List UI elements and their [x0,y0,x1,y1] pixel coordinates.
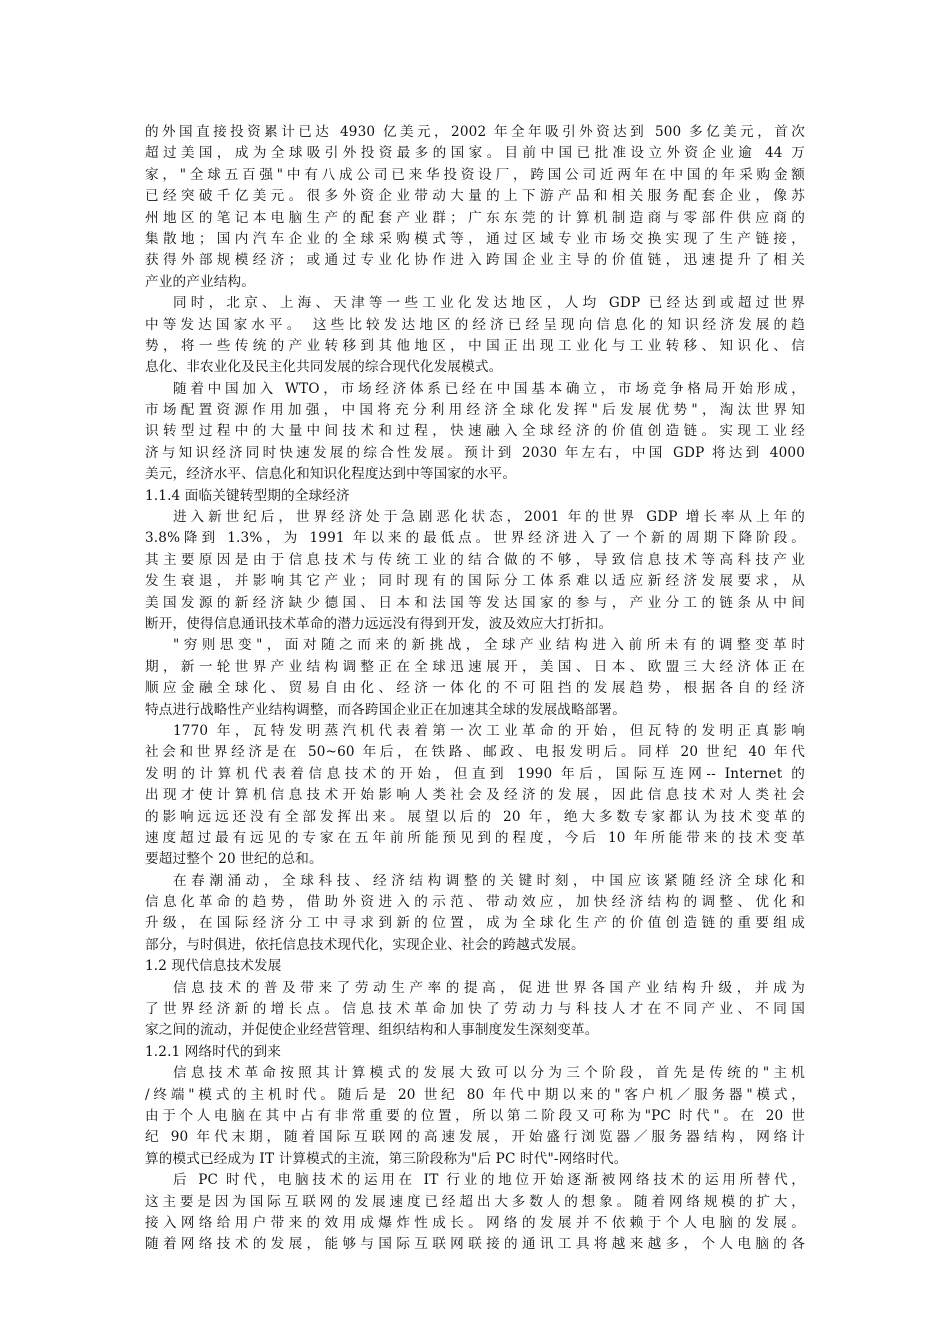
paragraph-first-line: 随着中国加入 WTO，市场经济体系已经在中国基本确立，市场竞争格局开始形成， [173,380,805,397]
paragraph-first-line: "穷则思变"，面对随之而来的新挑战，全球产业结构进入前所未有的调整变革时 [173,637,805,654]
paragraph-first-line: 信息技术革命按照其计算模式的发展大致可以分为三个阶段，首先是传统的"主机 [173,1065,805,1082]
body-text-line: 速度超过最有远见的专家在五年前所能预见到的程度，今后 10 年所能带来的技术变革 [145,829,805,846]
paragraph-first-line: 后 PC 时代，电脑技术的运用在 IT 行业的地位开始逐渐被网络技术的运用所替代， [173,1172,805,1189]
body-text-line: 家之间的流动，并促使企业经营管理、组织结构和人事制度发生深刻变革。 [145,1022,599,1039]
body-text-line: 3.8%降到 1.3%，为 1991 年以来的最低点。世界经济进入了一个新的周期下降阶段。 [145,530,805,547]
section-heading: 1.1.4 面临关键转型期的全球经济 [145,487,350,504]
body-text-line: 识转型过程中的大量中间技术和过程，快速融入全球经济的价值创造链。实现工业经 [145,423,805,440]
body-text-line: 市场配置资源作用加强，中国将充分利用经济全球化发挥"后发展优势"，淘汰世界知 [145,402,805,419]
body-text-line: 的外国直接投资累计已达 4930 亿美元，2002 年全年吸引外资达到 500 多亿美元，首次 [145,124,805,140]
paragraph-first-line: 在春潮涌动，全球科技、经济结构调整的关键时刻，中国应该紧随经济全球化和 [173,872,805,889]
body-text-line: 信息化革命的趋势，借助外资进入的示范、带动效应，加快经济结构的调整、优化和 [145,894,805,911]
body-text-line: 美元，经济水平、信息化和知识化程度达到中等国家的水平。 [145,466,517,483]
body-text-line: 出现才使计算机信息技术开始影响人类社会及经济的发展，因此信息技术对人类社会 [145,787,805,804]
body-text-line: 发明的计算机代表着信息技术的开始，但直到 1990 年后，国际互连网-- Internet 的 [145,765,805,782]
body-text-line: 家，"全球五百强"中有八成公司已来华投资设厂，跨国公司近两年在中国的年采购金额 [145,166,805,183]
body-text-line: 升级，在国际经济分工中寻求到新的位置，成为全球化生产的价值创造链的重要组成 [145,915,805,932]
paragraph-first-line: 同时，北京、上海、天津等一些工业化发达地区，人均 GDP 已经达到或超过世界 [173,295,805,312]
body-text-line: 特点进行战略性产业结构调整，而各跨国企业正在加速其全球的发展战略部署。 [145,701,627,718]
paragraph-first-line: 进入新世纪后，世界经济处于急剧恶化状态，2001 年的世界 GDP 增长率从上年的 [173,509,805,526]
body-text-line: 期，新一轮世界产业结构调整正在全球迅速展开，美国、日本、欧盟三大经济体正在 [145,658,805,675]
body-text-line: 了世界经济新的增长点。信息技术革命加快了劳动力与科技人才在不同产业、不同国 [145,1001,805,1018]
body-text-line: 集散地；国内汽车企业的全球采购模式等，通过区域专业市场交换实现了生产链接， [145,230,805,247]
paragraph-first-line: 信息技术的普及带来了劳动生产率的提高，促进世界各国产业结构升级，并成为 [173,979,805,996]
body-text-line: 随着网络技术的发展，能够与国际互联网联接的通讯工具将越来越多，个人电脑的各 [145,1236,805,1253]
body-text-line: 超过美国，成为全球吸引外投资最多的国家。目前中国已批准设立外资企业逾 44 万 [145,145,805,162]
body-text-line: 州地区的笔记本电脑生产的配套产业群；广东东莞的计算机制造商与零部件供应商的 [145,209,805,226]
body-text-line: 的影响远远还没有全部发挥出来。展望以后的 20 年，绝大多数专家都认为技术变革的 [145,808,805,825]
body-text-line: 要超过整个 20 世纪的总和。 [145,851,323,868]
paragraph-first-line: 1770 年，瓦特发明蒸汽机代表着第一次工业革命的开始，但瓦特的发明正真影响 [173,722,805,739]
section-heading: 1.2.1 网络时代的到来 [145,1043,282,1060]
body-text-line: 息化、非农业化及民主化共同发展的综合现代化发展模式。 [145,359,503,376]
body-text-line: 社会和世界经济是在 50~60 年后，在铁路、邮政、电报发明后。同样 20 世纪 40 年代 [145,744,805,761]
body-text-line: 济与知识经济同时快速发展的综合性发展。预计到 2030 年左右，中国 GDP 将达到 4000 [145,444,805,461]
body-text-line: 势，将一些传统的产业转移到其他地区，中国正出现工业化与工业转移、知识化、信 [145,337,805,354]
body-text-line: 这主要是因为国际互联网的发展速度已经超出大多数人的想象。随着网络规模的扩大， [145,1193,805,1210]
body-text-line: 中等发达国家水平。 这些比较发达地区的经济已经呈现向信息化的知识经济发展的趋 [145,316,805,333]
body-text-line: 其主要原因是由于信息技术与传统工业的结合做的不够，导致信息技术等高科技产业 [145,551,805,568]
body-text-line: 获得外部规模经济；或通过专业化协作进入跨国企业主导的价值链，迅速提升了相关 [145,252,805,269]
body-text-line: 由于个人电脑在其中占有非常重要的位置，所以第二阶段又可称为"PC 时代"。在 20 世 [145,1107,805,1124]
body-text-line: 接入网络给用户带来的效用成爆炸性成长。网络的发展并不依赖于个人电脑的发展。 [145,1214,805,1231]
body-text-line: 美国发源的新经济缺少德国、日本和法国等发达国家的参与，产业分工的链条从中间 [145,594,805,611]
body-text-line: /终端"模式的主机时代。随后是 20 世纪 80 年代中期以来的"客户机／服务器"模式， [145,1086,805,1103]
body-text-line: 部分，与时俱进，依托信息技术现代化，实现企业、社会的跨越式发展。 [145,936,585,953]
body-text-line: 纪 90 年代末期，随着国际互联网的高速发展，开始盛行浏览器／服务器结构，网络计 [145,1129,805,1146]
body-text-line: 顺应金融全球化、贸易自由化、经济一体化的不可阻挡的发展趋势，根据各自的经济 [145,680,805,697]
body-text-line: 发生衰退，并影响其它产业；同时现有的国际分工体系难以适应新经济发展要求，从 [145,573,805,590]
section-heading: 1.2 现代信息技术发展 [145,958,282,975]
document-page [145,122,805,1256]
body-text-line: 产业的产业结构。 [145,273,255,290]
body-text-line: 算的模式已经成为 IT 计算模式的主流，第三阶段称为"后 PC 时代"-网络时代。 [145,1150,628,1167]
body-text-line: 已经突破千亿美元。很多外资企业带动大量的上下游产品和相关服务配套企业，像苏 [145,188,805,205]
body-text-line: 断开，使得信息通讯技术革命的潜力远远没有得到开发，波及效应大打折扣。 [145,615,613,632]
